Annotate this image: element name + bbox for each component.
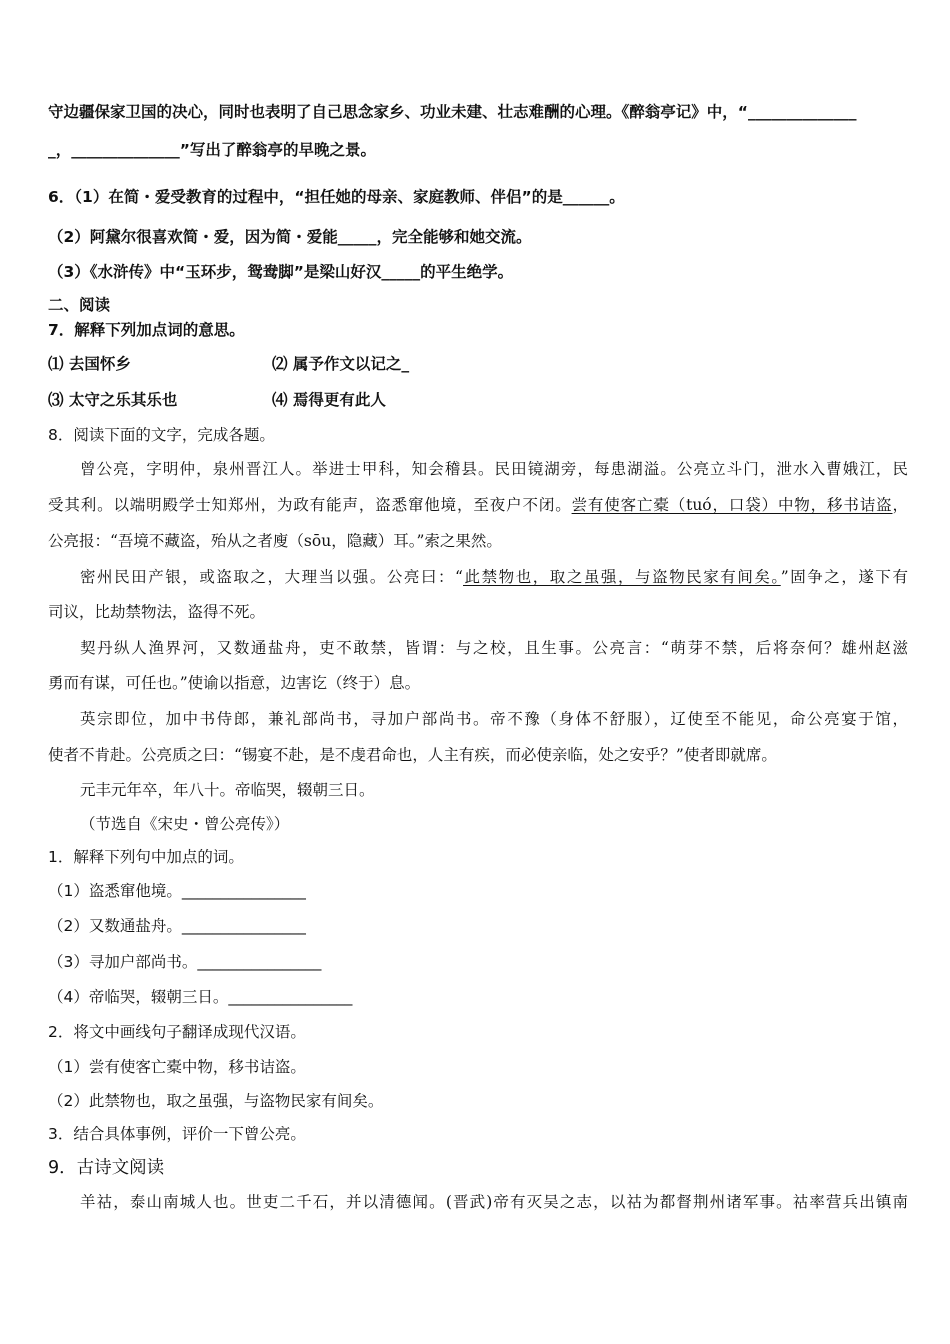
passage-line-5: 司议，比劫禁物法，盗得不死。 (48, 603, 266, 621)
q8-sub1-item-4: （4）帝临哭，辍朝三日。________________ (48, 988, 353, 1006)
q8-sub1-item-2: （2）又数通盐舟。________________ (48, 917, 306, 935)
passage-line-2 (48, 494, 908, 516)
q6-part2: （2）阿黛尔很喜欢简・爱，因为简・爱能_____，完全能够和她交流。 (48, 228, 532, 246)
top-line-2: _，______________”写出了醉翁亭的早晚之景。 (48, 141, 376, 159)
passage-line-4-c: ”固争之，遂下有 (780, 568, 908, 586)
passage-line-4 (80, 566, 908, 588)
passage-line-8: 英宗即位，加中书侍郎，兼礼部尚书，寻加户部尚书。帝不豫（身体不舒服），辽使至不能见，命公亮宴于馆， (80, 710, 908, 728)
q6-part3: （3）《水浒传》中“玉环步，鸳鸯脚”是梁山好汉_____的平生绝学。 (48, 263, 514, 281)
q7-title: 7．解释下列加点词的意思。 (48, 321, 245, 339)
passage-line-1: 曾公亮，字明仲，泉州晋江人。举进士甲科，知会稽县。民田镜湖旁，每患湖溢。公亮立斗门，泄水入曹娥江，民 (80, 460, 908, 478)
q7-item-1: ⑴ 去国怀乡 (48, 355, 131, 373)
passage-line-2-c: ， (892, 496, 908, 514)
passage-line-4-a: 密州民田产银，或盗取之，大理当以强。公亮曰：“ (80, 568, 463, 586)
underlined-sentence-2: 此禁物也，取之虽强，与盗物民家有间矣。 (463, 568, 781, 586)
q6-part1: 6．（1）在简・爱受教育的过程中，“担任她的母亲、家庭教师、伴侣”的是______。 (48, 188, 625, 206)
q8-sub1-title: 1．解释下列句中加点的词。 (48, 848, 244, 866)
q8-sub3-title: 3．结合具体事例，评价一下曾公亮。 (48, 1125, 306, 1143)
top-line-1: 守边疆保家卫国的决心，同时也表明了自己思念家乡、功业未建、壮志难酬的心理。《醉翁亭记》中，“______________ (48, 103, 857, 121)
q7-item-3: ⑶ 太守之乐其乐也 (48, 391, 178, 409)
passage-line-2-a: 受其利。以端明殿学士知郑州，为政有能声，盗悉窜他境，至夜户不闭。 (48, 496, 572, 514)
passage-source: （节选自《宋史・曾公亮传》） (80, 815, 290, 833)
q7-item-2: ⑵ 属予作文以记之_ (272, 355, 410, 373)
q8-sub1-item-1: （1）盗悉窜他境。________________ (48, 882, 306, 900)
passage-line-10: 元丰元年卒，年八十。帝临哭，辍朝三日。 (80, 781, 375, 799)
passage-line-7: 勇而有谋，可任也。”使谕以指意，边害讫（终于）息。 (48, 674, 421, 692)
q8-sub1-item-3: （3）寻加户部尚书。________________ (48, 953, 322, 971)
q9-title: 9．古诗文阅读 (48, 1158, 165, 1178)
passage-line-9: 使者不肯赴。公亮质之曰：“锡宴不赴，是不虔君命也，人主有疾，而必使亲临，处之安乎？”使者即就席。 (48, 746, 777, 764)
passage-line-3: 公亮报：“吾境不藏盗，殆从之者廋（sōu，隐藏）耳。”索之果然。 (48, 532, 502, 550)
q8-sub2-item-2: （2）此禁物也，取之虽强，与盗物民家有间矣。 (48, 1092, 384, 1110)
q8-sub2-title: 2．将文中画线句子翻译成现代汉语。 (48, 1023, 306, 1041)
passage-line-6: 契丹纵人渔界河，又数通盐舟，吏不敢禁，皆谓：与之校，且生事。公亮言：“萌芽不禁，后将奈何？雄州赵滋 (80, 639, 908, 657)
underlined-sentence-1: 尝有使客亡橐（tuó，口袋）中物，移书诘盗 (571, 496, 893, 514)
q9-passage-line-1: 羊祜，泰山南城人也。世吏二千石，并以清德闻。(晋武)帝有灭吴之志，以祜为都督荆州诸军事。祜率营兵出镇南 (80, 1193, 908, 1211)
section-heading-reading: 二、阅读 (48, 296, 111, 314)
q8-sub2-item-1: （1）尝有使客亡橐中物，移书诘盗。 (48, 1058, 306, 1076)
q7-item-4: ⑷ 焉得更有此人 (272, 391, 386, 409)
q8-title: 8．阅读下面的文字，完成各题。 (48, 426, 275, 444)
